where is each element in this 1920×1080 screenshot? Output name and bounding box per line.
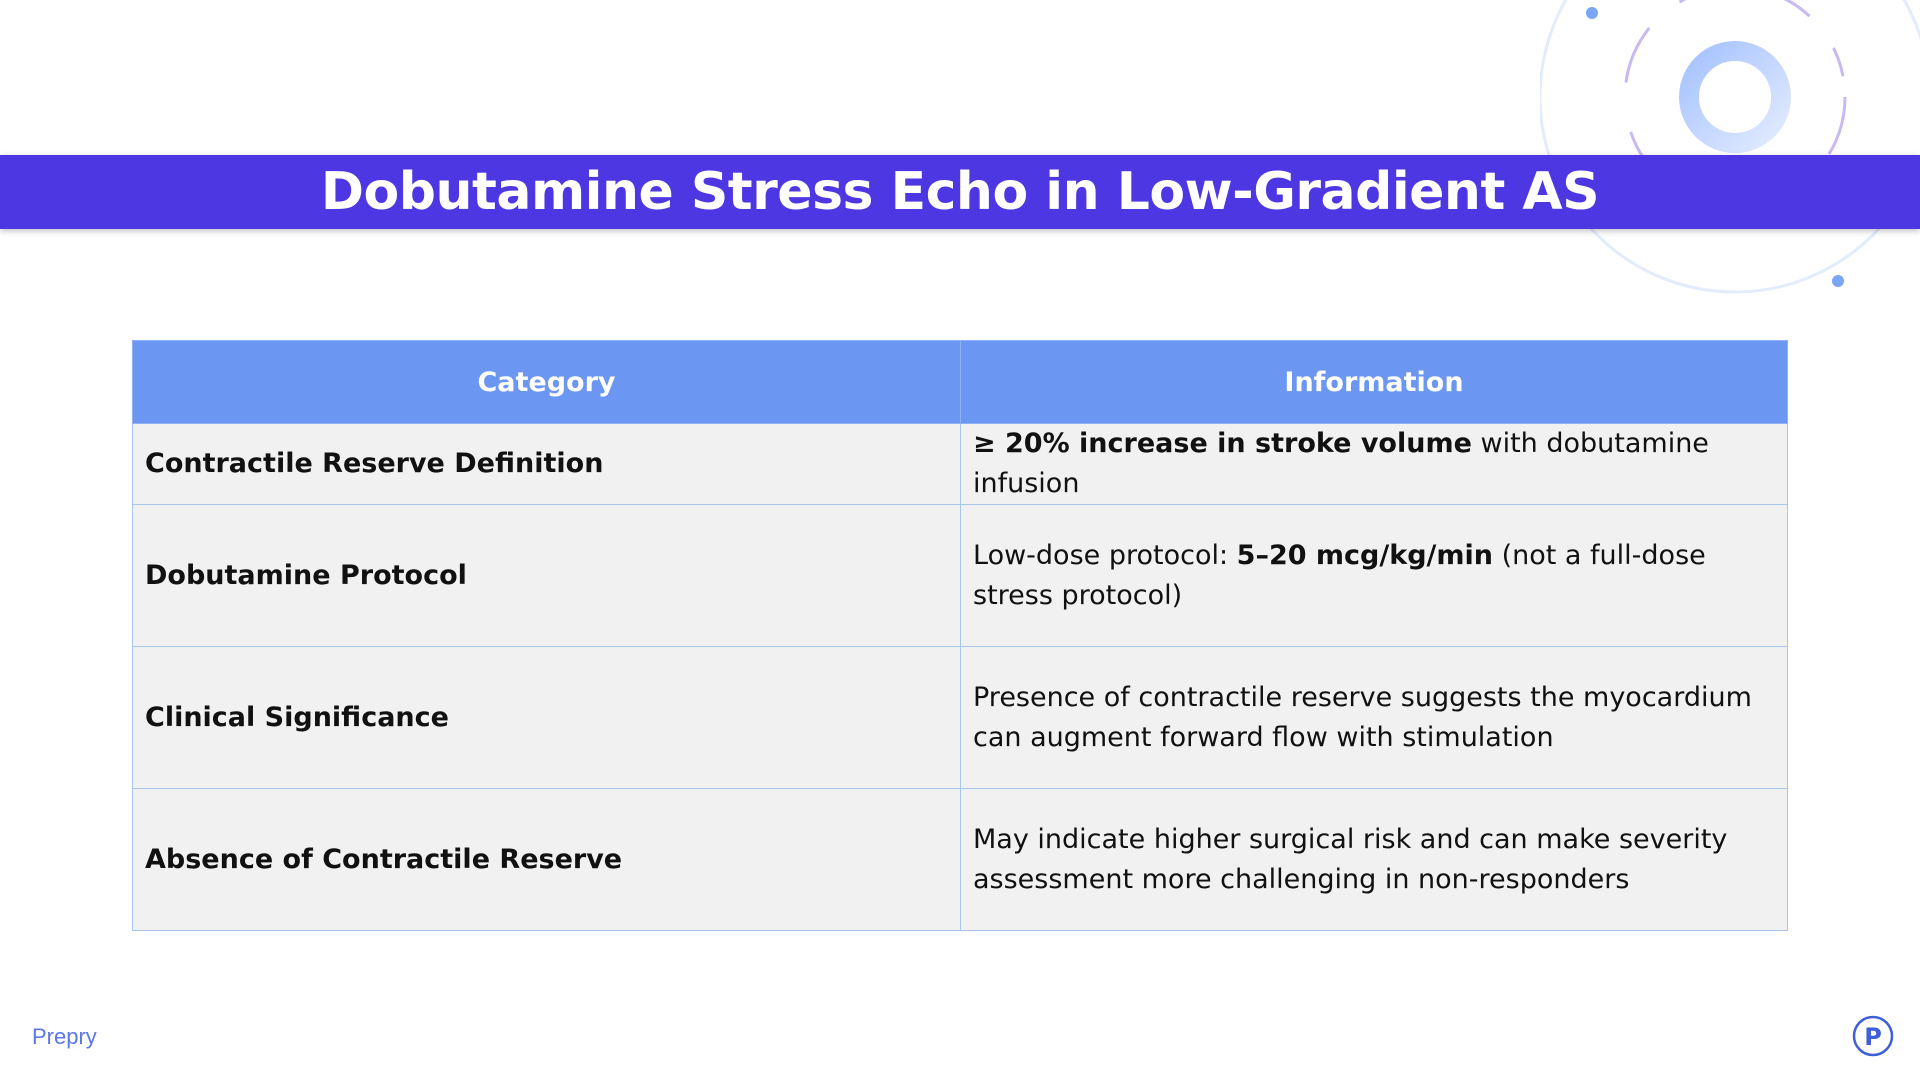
table-row [133,505,1788,647]
info-text: (not a full-dose stress protocol) [973,539,1706,611]
info-cell: May indicate higher surgical risk and can make severity assessment more challenging in non-responders [961,789,1788,931]
category-cell: Dobutamine Protocol [133,505,961,647]
info-cell: Presence of contractile reserve suggests the myocardium can augment forward flow with stimulation [961,647,1788,789]
info-bold-text: ≥ 20% increase in stroke volume [973,428,1472,459]
info-text: Low-dose protocol: [973,539,1237,571]
category-cell: Contractile Reserve Definition [133,424,961,505]
info-bold-text: 5–20 mcg/kg/min [1236,539,1493,571]
info-text: with dobutamine infusion [973,428,1709,499]
title-bar [0,155,1920,229]
category-cell: Absence of Contractile Reserve [133,789,961,931]
logo-letter: P [1864,1023,1882,1051]
table-header-row [133,341,1788,424]
info-cell [961,424,1788,505]
header-information: Information [961,341,1788,424]
table-row [133,789,1788,931]
info-cell [961,505,1788,647]
table-row [133,647,1788,789]
slide-title: Dobutamine Stress Echo in Low-Gradient AS [320,162,1600,222]
prepry-logo-icon [1852,1015,1894,1057]
header-category: Category [133,341,961,424]
info-table [132,340,1788,931]
category-cell: Clinical Significance [133,647,961,789]
brand-label: Prepry [32,1024,97,1049]
table-row [133,424,1788,505]
